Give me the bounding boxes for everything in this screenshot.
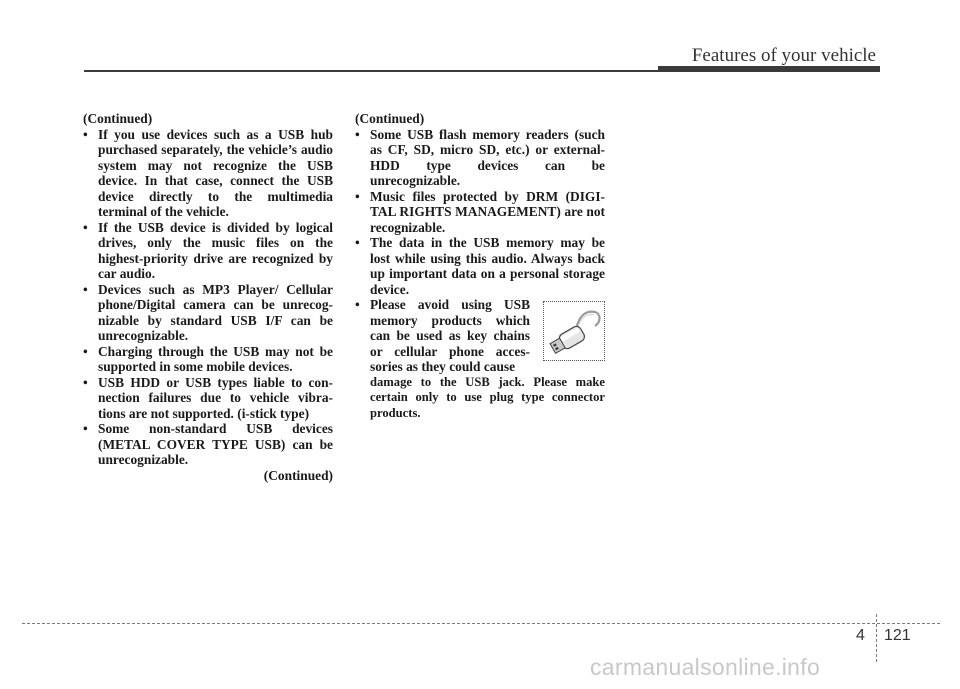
- list-item-tail-text: damage to the USB jack. Please make certain only to use plug type connector products.: [370, 374, 605, 420]
- watermark: carmanualsonline.info: [590, 654, 821, 680]
- list-item-with-image: [355, 297, 605, 421]
- list-item: • Some USB flash memory readers (such as CF, SD, micro SD, etc.) or external-HDD type devices can be unrecognizable.: [355, 127, 605, 189]
- list-item-wrapped-text: • Please avoid using USB memory products which can be used as key chains or cellular phone acces-sories as they could cause: [370, 297, 530, 374]
- bullet-list: [83, 127, 333, 468]
- page-number: 121: [884, 627, 911, 644]
- list-item: • The data in the USB memory may be lost while using this audio. Always back up important data on a personal storage device.: [355, 235, 605, 297]
- footer-dashed-rule: [22, 623, 940, 624]
- list-item: • Charging through the USB may not be supported in some mobile devices.: [83, 344, 333, 375]
- usb-image-frame: [543, 301, 605, 361]
- usb-stick-keychain-icon: [546, 304, 602, 358]
- bullet-list: [355, 127, 605, 422]
- list-item: • If you use devices such as a USB hub purchased separately, the vehicle’s audio system may not recognize the USB device. In that case, connect the USB device directly to the multimedia terminal of the vehicle.: [83, 127, 333, 220]
- right-column: [355, 111, 605, 421]
- header-title: Features of your vehicle: [691, 45, 876, 66]
- continued-label-top: (Continued): [355, 111, 425, 126]
- list-item: • If the USB device is divided by logical drives, only the music files on the highest-priority drive are recognized by car audio.: [83, 220, 333, 282]
- list-item: • Some non-standard USB devices (METAL COVER TYPE USB) can be unrecognizable.: [83, 421, 333, 468]
- header-rule-thick: [658, 66, 880, 72]
- continued-label-bottom: (Continued): [263, 467, 333, 483]
- continued-label-top: (Continued): [83, 111, 153, 126]
- left-column: [83, 111, 333, 483]
- list-item: • Music files protected by DRM (DIGI-TAL RIGHTS MANAGEMENT) are not recognizable.: [355, 189, 605, 236]
- chapter-number: 4: [856, 627, 865, 644]
- footer-page-separator: [876, 614, 877, 662]
- list-item: • USB HDD or USB types liable to con-nection failures due to vehicle vibra-tions are not supported. (i-stick type): [83, 375, 333, 422]
- list-item: • Devices such as MP3 Player/ Cellular phone/Digital camera can be unrecog-nizable by standard USB I/F can be unrecognizable.: [83, 282, 333, 344]
